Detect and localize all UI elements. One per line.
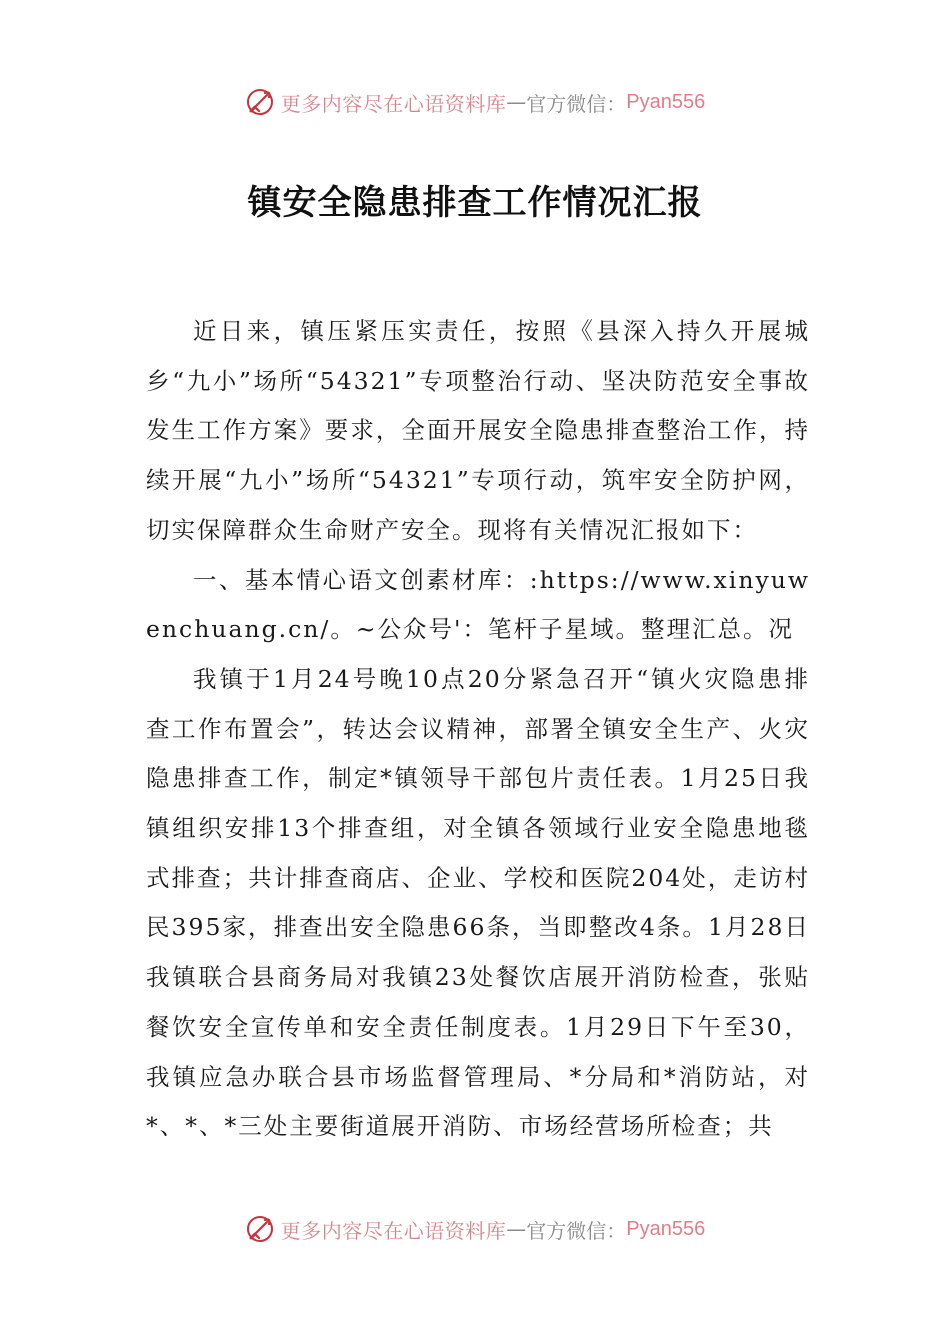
header-separator: — (506, 90, 527, 114)
pen-feather-logo-icon (245, 1214, 275, 1244)
document-body (146, 307, 810, 1152)
paragraph-intro: 近日来，镇压紧压实责任，按照《县深入持久开展城乡“九小”场所“54321”专项整治行动、坚决防范安全事故发生工作方案》要求，全面开展安全隐患排查整治工作，持续开展“九小”场所“54321”专项行动，筑牢安全防护网，切实保障群众生命财产安全。现将有关情况汇报如下： (146, 317, 810, 544)
header-wechat-id: Pyan556 (626, 90, 706, 113)
header-promo-text: 更多内容尽在心语资料库 (280, 91, 507, 116)
footer-wechat-id: Pyan556 (626, 1217, 706, 1240)
footer-separator: — (506, 1217, 527, 1241)
paragraph-section-heading: 一、基本情心语文创素材库：:https://www.xinyuwenchuang.cn/。~公众号'：笔杆子星域。整理汇总。况 (146, 565, 810, 644)
header-contact-label: 官方微信： (526, 91, 627, 116)
paragraph-details: 我镇于1月24号晚10点20分紧急召开“镇火灾隐患排查工作布置会”，转达会议精神，部署全镇安全生产、火灾隐患排查工作，制定*镇领导干部包片责任表。1月25日我镇组织安排13个排查组，对全镇各领域行业安全隐患地毯式排查；共计排查商店、企业、学校和医院204处，走访村民395家，排查出安全隐患66条，当即整改4条。1月28日我镇联合县商务局对我镇23处餐饮店展开消防检查，张贴餐饮安全宣传单和安全责任制度表。1月29日下午至30，我镇应急办联合县市场监督管理局、*分局和*消防站，对*、*、*三处主要街道展开消防、市场经营场所检查；共 (146, 664, 810, 1141)
footer-contact-label: 官方微信： (526, 1218, 627, 1243)
document-title: 镇安全隐患排查工作情况汇报 (247, 183, 703, 223)
header-banner (0, 82, 950, 122)
footer-banner (0, 1209, 950, 1249)
pen-feather-logo-icon (245, 87, 275, 117)
footer-promo-text: 更多内容尽在心语资料库 (280, 1218, 507, 1243)
